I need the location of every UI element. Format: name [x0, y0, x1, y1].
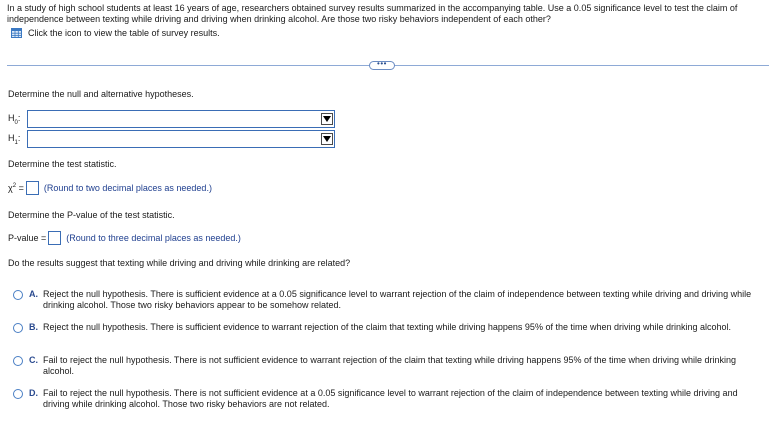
h0-row: [8, 110, 335, 128]
p-value-row: [8, 231, 241, 245]
h0-dropdown[interactable]: [27, 110, 335, 128]
view-table-link[interactable]: [11, 28, 220, 38]
option-a[interactable]: [13, 289, 763, 311]
option-d[interactable]: [13, 388, 763, 410]
conclusion-prompt: Do the results suggest that texting while driving and driving while drinking are related?: [8, 258, 351, 268]
chi-square-label: $\chi^2$ =: [8, 183, 24, 193]
view-table-label[interactable]: Click the icon to view the table of survey results.: [28, 28, 220, 38]
option-d-text: Fail to reject the null hypothesis. There is not sufficient evidence at a 0.05 significance level to warrant rejection of the claim of independence between texting while driving and driving while drinking alcohol. Those two risky behaviors are not related.: [43, 388, 738, 409]
h0-label: $H_0$:: [8, 112, 21, 126]
option-c-text: Fail to reject the null hypothesis. There is not sufficient evidence to warrant rejection of the claim that texting while driving happens 95% of the time when driving while drinking alcohol.: [43, 355, 737, 376]
chi-square-row: [8, 181, 212, 195]
problem-intro: In a study of high school students at least 16 years of age, researchers obtained survey results summarized in the accompanying table. Use a 0.05 significance level to test the claim of independence between texting while driving and driving when drinking alcohol. Are those two risky behaviors independent of each other?: [7, 3, 738, 24]
p-value-prompt: Determine the P-value of the test statistic.: [8, 210, 175, 220]
option-b-radio[interactable]: [13, 323, 23, 333]
hypotheses-prompt: Determine the null and alternative hypotheses.: [8, 89, 194, 99]
p-value-label: P-value =: [8, 233, 47, 243]
h1-label: $H_1$:: [8, 132, 21, 146]
option-d-letter: D.: [29, 388, 38, 398]
ellipsis-icon: •••: [377, 59, 387, 68]
chi-square-hint: (Round to two decimal places as needed.): [43, 183, 212, 193]
p-value-hint: (Round to three decimal places as needed.): [66, 233, 241, 243]
h0-dropdown-arrow[interactable]: [321, 113, 333, 125]
p-value-input[interactable]: [48, 231, 61, 245]
h1-dropdown-arrow[interactable]: [321, 133, 333, 145]
chevron-down-icon: [323, 136, 331, 142]
option-c-letter: C.: [29, 355, 38, 365]
test-statistic-prompt: Determine the test statistic.: [8, 159, 117, 169]
option-b[interactable]: [13, 322, 763, 333]
option-a-letter: A.: [29, 289, 38, 299]
option-a-text: Reject the null hypothesis. There is sufficient evidence at a 0.05 significance level to warrant rejection of the claim of independence between texting while driving and driving while drinking alcohol. Those two risky behaviors appear to be somehow related.: [43, 289, 752, 310]
option-d-radio[interactable]: [13, 389, 23, 399]
option-c-radio[interactable]: [13, 356, 23, 366]
h1-dropdown[interactable]: [27, 130, 335, 148]
option-a-radio[interactable]: [13, 290, 23, 300]
expand-button[interactable]: [369, 61, 395, 70]
option-b-text: Reject the null hypothesis. There is sufficient evidence to warrant rejection of the claim that texting while driving happens 95% of the time when driving while drinking alcohol.: [43, 322, 732, 332]
table-grid-icon[interactable]: [11, 28, 22, 38]
option-b-letter: B.: [29, 322, 38, 332]
option-c[interactable]: [13, 355, 763, 377]
chi-square-input[interactable]: [26, 181, 39, 195]
h1-row: [8, 130, 335, 148]
chevron-down-icon: [323, 116, 331, 122]
